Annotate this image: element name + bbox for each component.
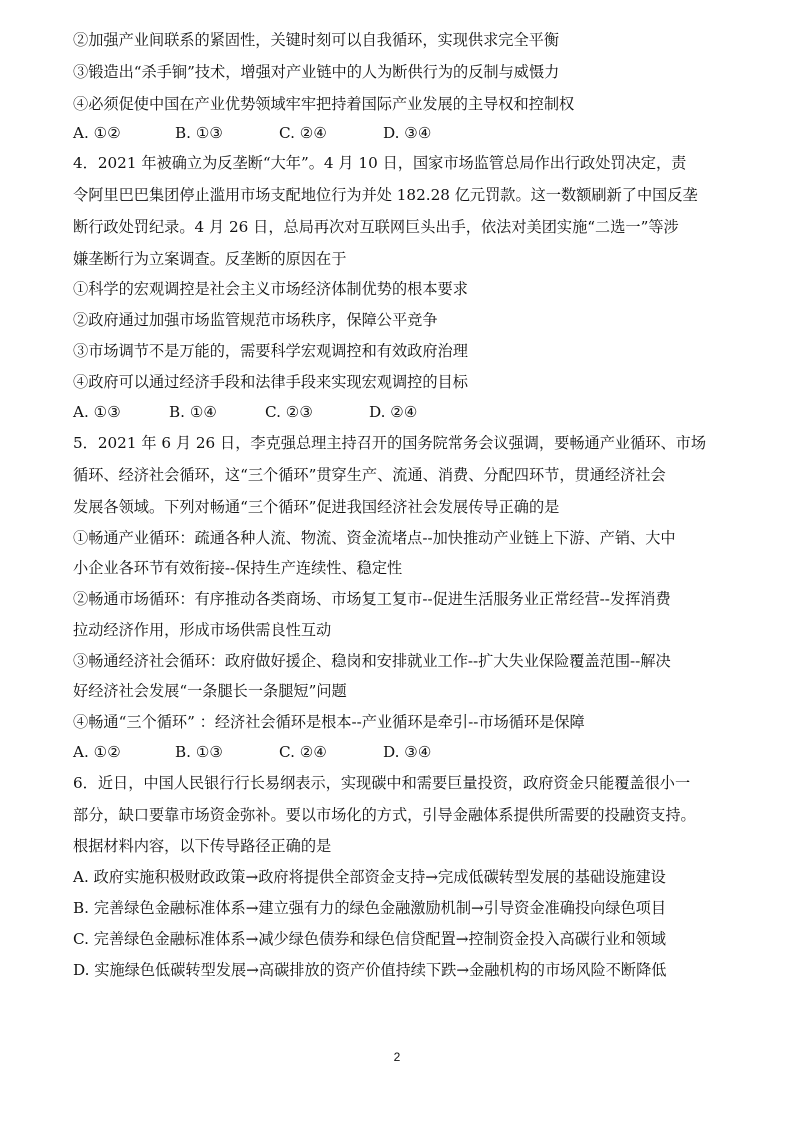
q3-option-c: C. ②④ [279,124,327,142]
q4-options [73,402,418,422]
q5-option-d: D. ③④ [383,743,432,761]
q5-stem-line-1: 5．2021 年 6 月 26 日，李克强总理主持召开的国务院常务会议强调，要畅通产业循环、市场 [73,434,707,452]
q5-stem-line-3: 发展各领域。下列对畅通“三个循环”促进我国经济社会发展传导正确的是 [73,498,560,516]
q6-stem-line-3: 根据材料内容，以下传导路径正确的是 [73,837,332,855]
q5-option-a: A. ①② [73,743,121,761]
q6-choice-c: C. 完善绿色金融标准体系→减少绿色债券和绿色信贷配置→控制资金投入高碳行业和领域 [73,930,666,948]
q4-option-d: D. ②④ [369,403,418,421]
q6-choice-a: A. 政府实施积极财政政策→政府将提供全部资金支持→完成低碳转型发展的基础设施建设 [73,868,666,886]
q5-item-1-line-2: 小企业各环节有效衔接--保持生产连续性、稳定性 [73,559,403,577]
q5-option-c: C. ②④ [279,743,327,761]
page-number: 2 [393,1050,401,1064]
q3-option-a: A. ①② [73,124,121,142]
q5-stem-line-2: 循环、经济社会循环，这“三个循环”贯穿生产、流通、消费、分配四环节，贯通经济社会 [73,466,666,484]
q4-stem-line-3: 断行政处罚纪录。4 月 26 日，总局再次对互联网巨头出手，依法对美团实施“二选一”等涉 [73,218,679,236]
q4-item-3: ③市场调节不是万能的，需要科学宏观调控和有效政府治理 [73,342,468,360]
q5-item-3-line-2: 好经济社会发展“一条腿长一条腿短”问题 [73,682,347,700]
q3-item-2: ②加强产业间联系的紧固性，关键时刻可以自我循环，实现供求完全平衡 [73,31,559,49]
q5-item-1-line-1: ①畅通产业循环：疏通各种人流、物流、资金流堵点--加快推动产业链上下游、产销、大中 [73,529,676,547]
q6-stem-line-1: 6．近日，中国人民银行行长易纲表示，实现碳中和需要巨量投资，政府资金只能覆盖很小一 [73,774,691,792]
q4-item-1: ①科学的宏观调控是社会主义市场经济体制优势的根本要求 [73,280,468,298]
q4-stem-line-1: 4．2021 年被确立为反垄断“大年”。4 月 10 日，国家市场监管总局作出行政处罚决定，责 [73,154,687,172]
q5-item-3-line-1: ③畅通经济社会循环：政府做好援企、稳岗和安排就业工作--扩大失业保险覆盖范围--解决 [73,652,671,670]
q6-stem-line-2: 部分，缺口要靠市场资金弥补。要以市场化的方式，引导金融体系提供所需要的投融资支持。 [73,806,696,824]
q6-choice-d: D. 实施绿色低碳转型发展→高碳排放的资产价值持续下跌→金融机构的市场风险不断降低 [73,961,667,979]
q4-item-4: ④政府可以通过经济手段和法律手段来实现宏观调控的目标 [73,373,468,391]
q6-choice-b: B. 完善绿色金融标准体系→建立强有力的绿色金融激励机制→引导资金准确投向绿色项目 [73,899,667,917]
q3-options [73,123,432,143]
q5-item-4: ④畅通“三个循环” ：经济社会循环是根本--产业循环是牵引--市场循环是保障 [73,713,585,731]
q3-option-d: D. ③④ [383,124,432,142]
q3-item-4: ④必须促使中国在产业优势领域牢牢把持着国际产业发展的主导权和控制权 [73,95,575,113]
q4-stem-line-4: 嫌垄断行为立案调查。反垄断的原因在于 [73,250,347,268]
q4-item-2: ②政府通过加强市场监管规范市场秩序，保障公平竞争 [73,311,438,329]
q5-option-b: B. ①③ [175,743,224,761]
q4-option-c: C. ②③ [265,403,313,421]
q3-option-b: B. ①③ [175,124,224,142]
q5-item-2-line-1: ②畅通市场循环：有序推动各类商场、市场复工复市--促进生活服务业正常经营--发挥消费 [73,590,671,608]
q4-option-b: B. ①④ [169,403,218,421]
q5-item-2-line-2: 拉动经济作用，形成市场供需良性互动 [73,621,332,639]
q4-stem-line-2: 令阿里巴巴集团停止滥用市场支配地位行为并处 182.28 亿元罚款。这一数额刷新了中国反垄 [73,186,698,204]
q5-options [73,742,432,762]
q3-item-3: ③锻造出“杀手锏”技术，增强对产业链中的人为断供行为的反制与威慑力 [73,63,560,81]
q4-option-a: A. ①③ [73,403,121,421]
